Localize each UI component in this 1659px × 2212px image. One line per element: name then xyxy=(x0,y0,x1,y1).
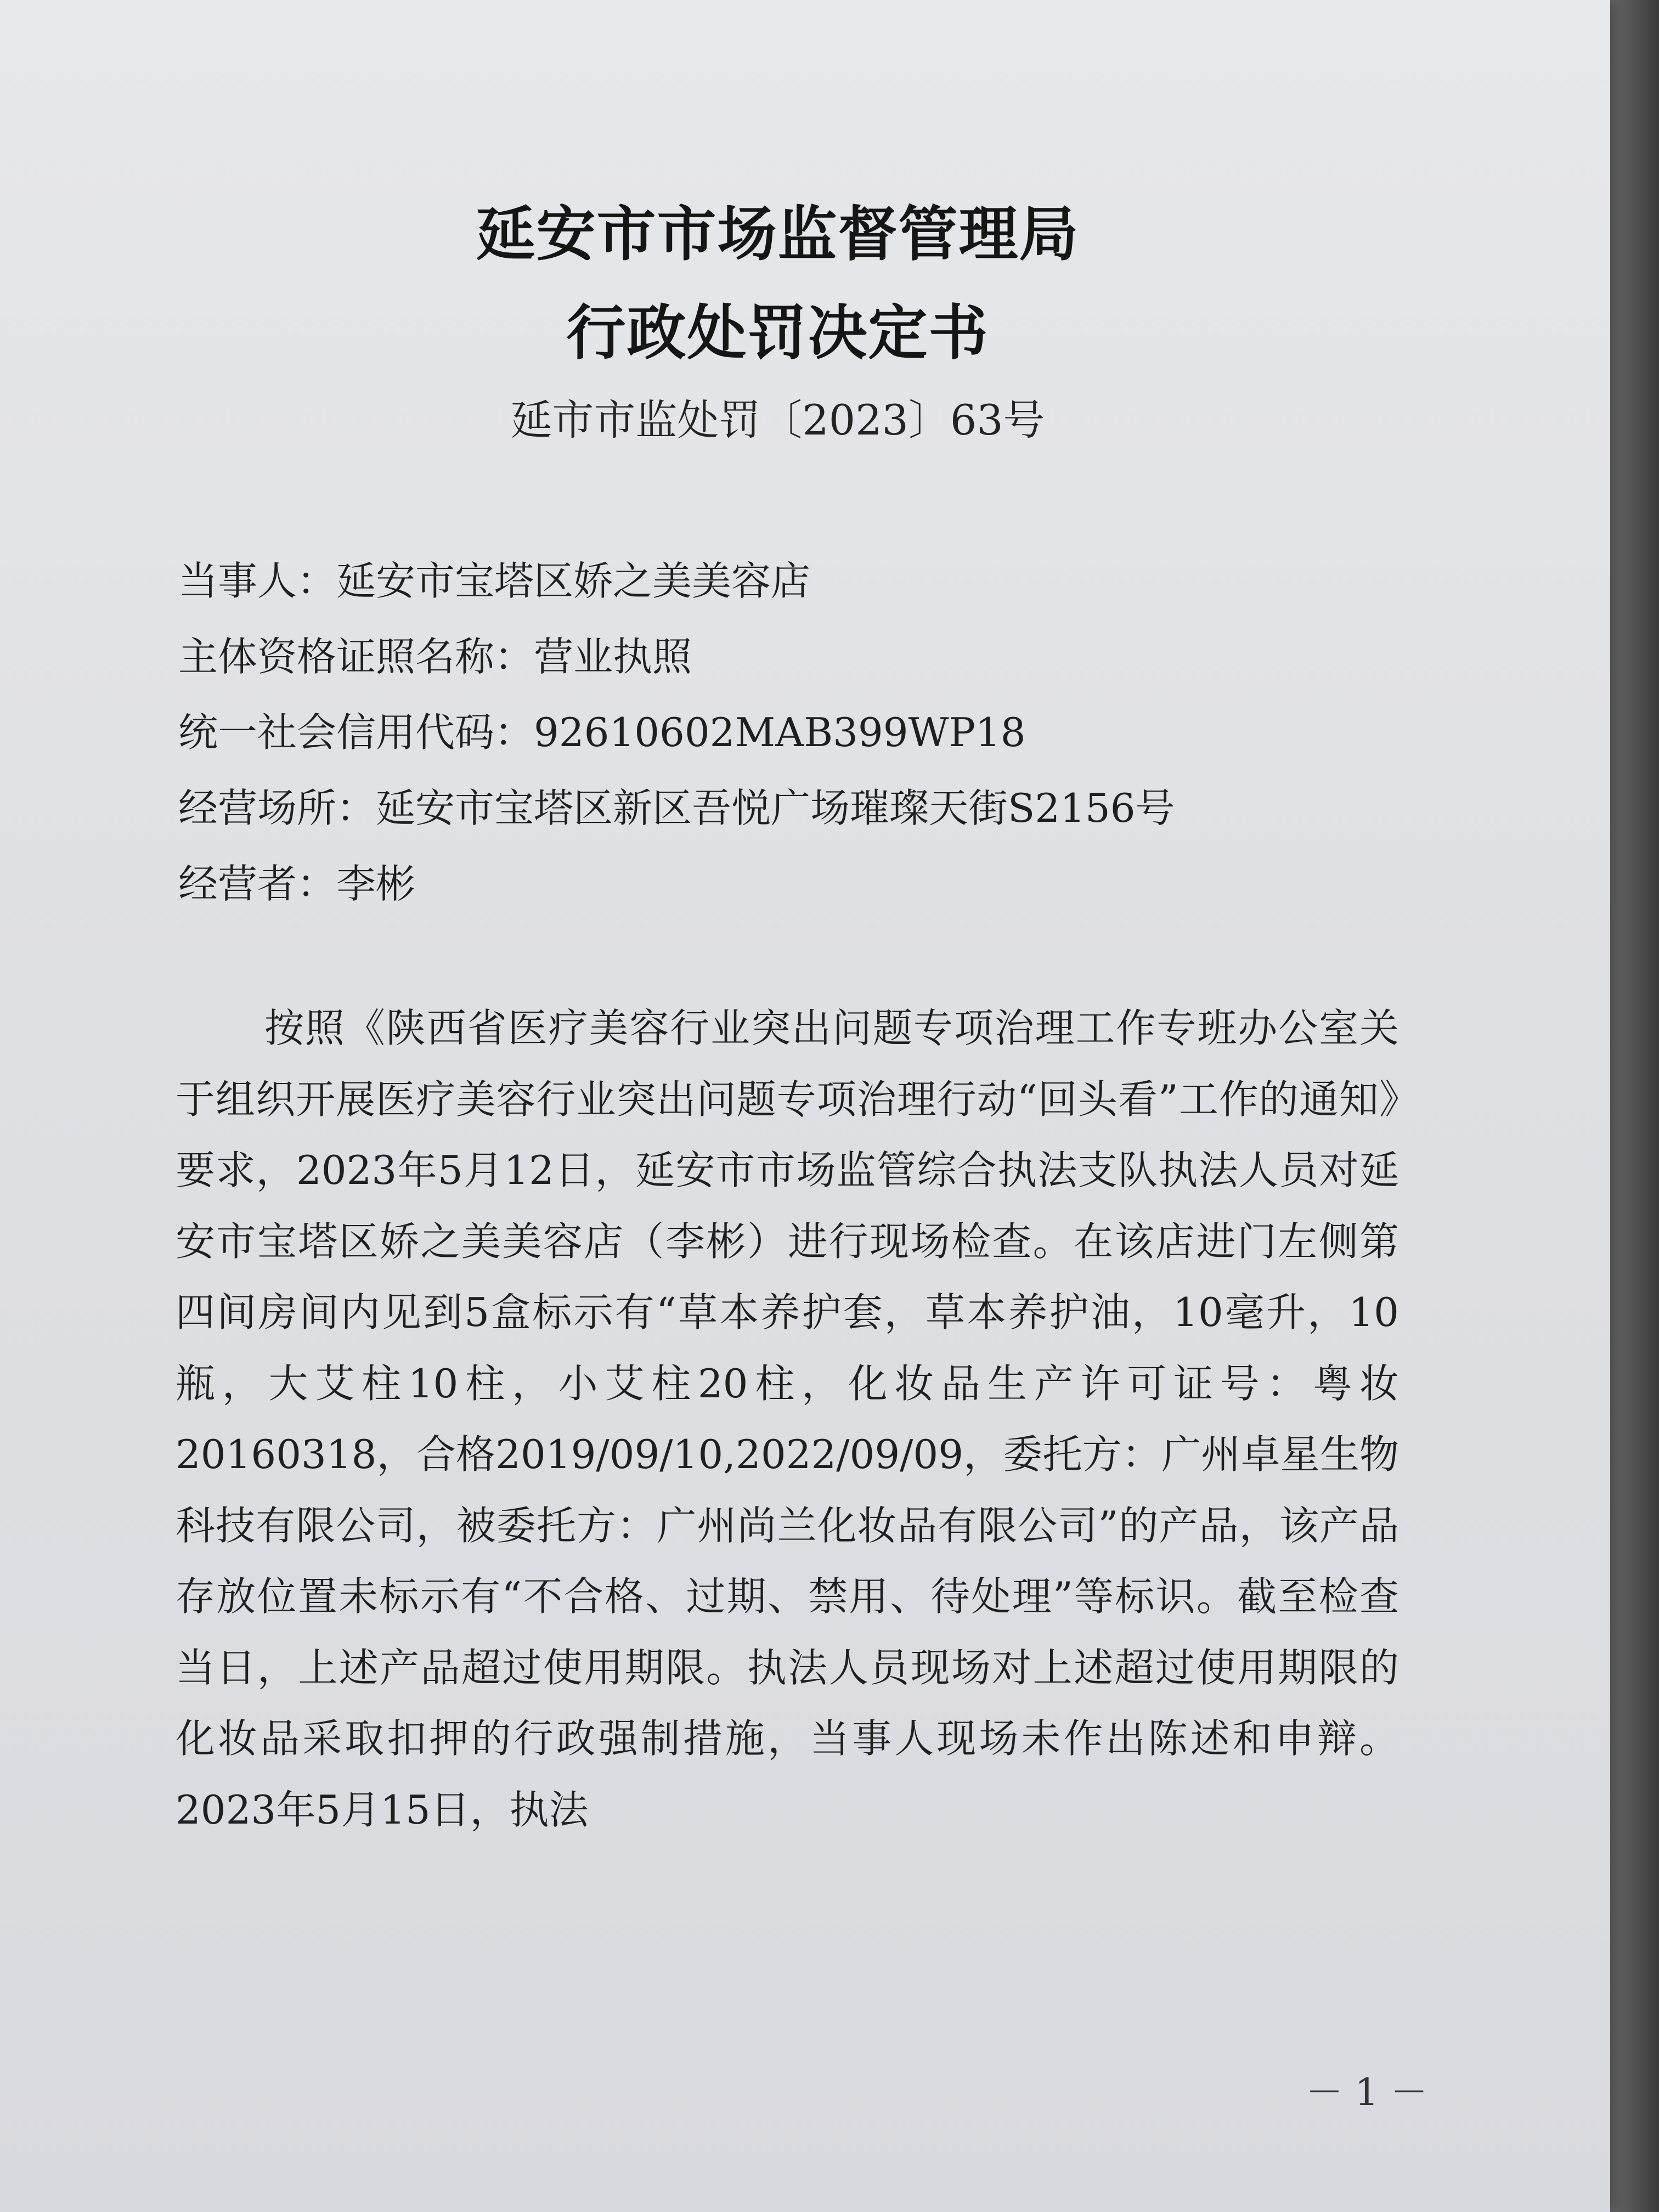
business-address: 经营场所：延安市宝塔区新区吾悦广场璀璨天街S2156号 xyxy=(178,785,1175,831)
page-number: － 1 － xyxy=(1306,2071,1428,2114)
issuing-authority-title: 延安市市场监督管理局 xyxy=(476,200,1080,269)
document-number: 延市市监处罚〔2023〕63号 xyxy=(510,396,1045,444)
party-info-list xyxy=(178,543,1522,922)
license-type: 主体资格证照名称：营业执照 xyxy=(178,634,692,680)
credit-code: 统一社会信用代码：92610602MAB399WP18 xyxy=(178,709,1026,755)
party-name: 当事人：延安市宝塔区娇之美美容店 xyxy=(178,558,811,604)
document-type-title: 行政处罚决定书 xyxy=(566,299,989,368)
operator-name: 经营者：李彬 xyxy=(178,861,416,907)
case-facts-paragraph: 按照《陕西省医疗美容行业突出问题专项治理工作专班办公室关于组织开展医疗美容行业突出问题专项治理行动“回头看”工作的通知》要求，2023年5月12日，延安市市场监管综合执法支队执法人员对延安市宝塔区娇之美美容店（李彬）进行现场检查。在该店进门左侧第四间房间内见到5盒标示有“草本养护套，草本养护油，10毫升，10瓶，大艾柱10柱，小艾柱20柱，化妆品生产许可证号：粤妆20160318，合格2019/09/10,2022/09/09，委托方：广州卓星生物科技有限公司，被委托方：广州尚兰化妆品有限公司”的产品，该产品存放位置未标示有“不合格、过期、禁用、待处理”等标识。截至检查当日，上述产品超过使用期限。执法人员现场对上述超过使用期限的化妆品采取扣押的行政强制措施，当事人现场未作出陈述和申辩。2023年5月15日，执法 xyxy=(176,1005,1399,1833)
